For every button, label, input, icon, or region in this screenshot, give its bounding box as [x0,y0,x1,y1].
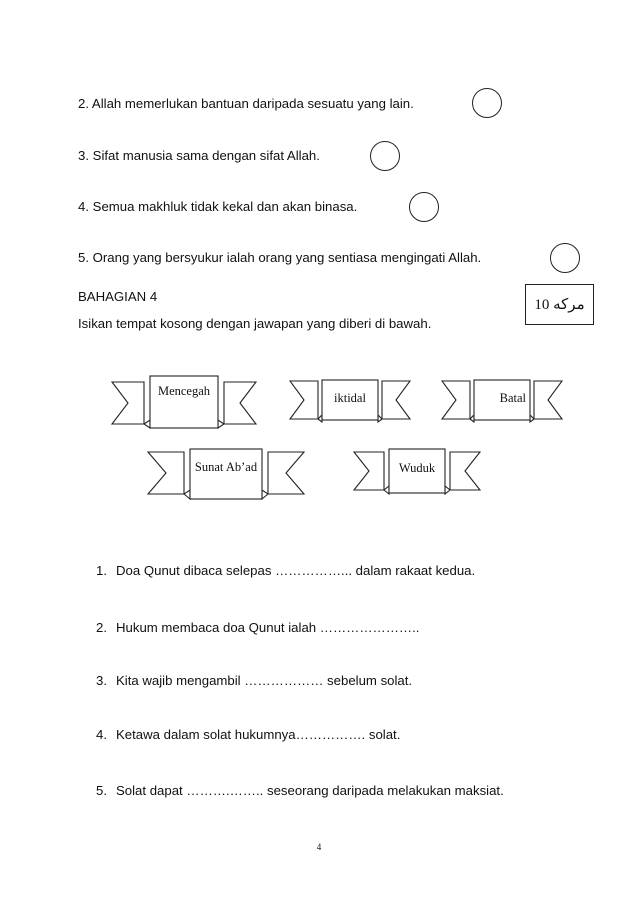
answer-circle-2[interactable] [472,88,502,118]
answer-banner-wuduk [352,446,482,496]
question-2 [96,620,419,635]
marks-box [525,284,594,325]
question-number: 5. [96,783,107,798]
answer-banner-sunat-abad [146,446,306,502]
page-number: 4 [316,842,322,852]
answer-circle-3[interactable] [370,141,400,171]
question-text: Hukum membaca doa Qunut ialah ………………….. [116,620,420,635]
answer-circle-5[interactable] [550,243,580,273]
question-number: 2. [96,620,107,635]
statement-3: 3. Sifat manusia sama dengan sifat Allah. [78,148,320,163]
banner-label: iktidal [334,391,366,405]
statement-2: 2. Allah memerlukan bantuan daripada sesuatu yang lain. [78,96,414,111]
marks-label: 10 مركه [534,297,585,313]
answer-circle-4[interactable] [409,192,439,222]
question-4 [96,727,400,742]
banner-label: Wuduk [398,461,436,475]
question-1 [96,563,475,578]
section-title: BAHAGIAN 4 [78,289,158,304]
question-number: 1. [96,563,107,578]
question-3 [96,673,412,688]
answer-banner-batal [440,377,564,423]
statement-4: 4. Semua makhluk tidak kekal dan akan binasa. [78,199,358,214]
question-text: Ketawa dalam solat hukumnya……………. solat. [116,727,401,742]
question-number: 3. [96,673,107,688]
banner-label: Sunat Ab’ad [194,460,258,474]
answer-banner-iktidal [288,377,412,423]
banner-label: Batal [499,391,526,405]
statement-5: 5. Orang yang bersyukur ialah orang yang sentiasa mengingati Allah. [78,250,482,265]
banner-label: Mencegah [157,384,211,398]
question-text: Solat dapat ……….…….. seseorang daripada melakukan maksiat. [116,783,504,798]
answer-banner-mencegah [110,374,258,432]
question-5 [96,783,504,798]
ribbon-icon [110,374,258,432]
question-text: Kita wajib mengambil ……………… sebelum solat. [116,673,413,688]
question-text: Doa Qunut dibaca selepas ……………... dalam rakaat kedua. [116,563,476,578]
question-number: 4. [96,727,107,742]
section-instruction: Isikan tempat kosong dengan jawapan yang diberi di bawah. [78,316,432,331]
